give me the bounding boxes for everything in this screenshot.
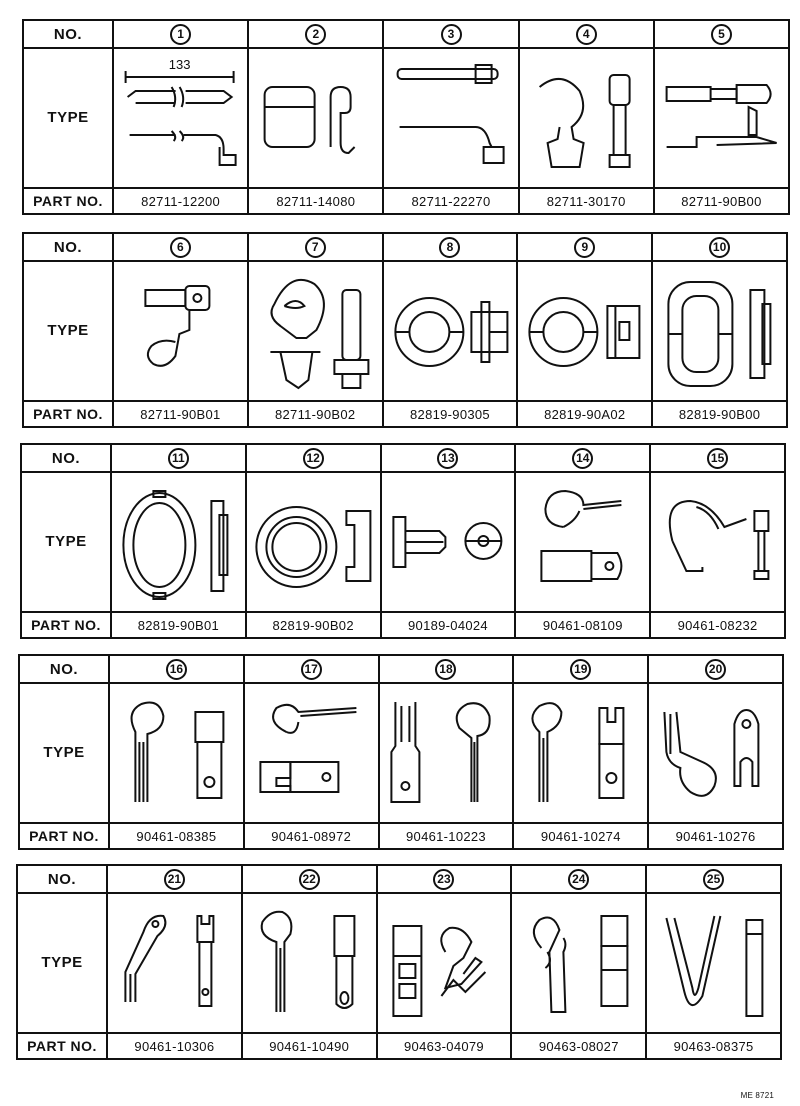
no-label: NO. xyxy=(24,21,114,47)
part-number: 90461-08232 xyxy=(677,617,758,633)
item-number: 11 xyxy=(168,448,189,469)
item-number: 3 xyxy=(441,24,462,45)
clip-1-icon xyxy=(114,47,249,187)
dimension-label: 133 xyxy=(168,57,191,72)
item-number: 12 xyxy=(303,448,324,469)
clip-3-icon xyxy=(384,47,519,187)
clip-19-icon xyxy=(514,682,649,822)
item-number: 13 xyxy=(437,448,458,469)
part-no-label: PART NO. xyxy=(22,613,112,637)
part-row xyxy=(24,189,788,213)
part-number: 82711-12200 xyxy=(114,189,249,213)
part-row xyxy=(18,1034,780,1058)
part-number: 90461-10490 xyxy=(243,1034,378,1058)
type-row xyxy=(22,471,784,613)
part-number: 90461-10276 xyxy=(675,828,756,844)
parts-block-3 xyxy=(20,443,786,639)
type-label: TYPE xyxy=(24,47,114,187)
part-no-label: PART NO. xyxy=(24,402,114,426)
part-number: 90461-10223 xyxy=(380,824,515,848)
clip-13-icon xyxy=(382,471,517,611)
clip-12-icon xyxy=(247,471,382,611)
part-number: 82819-90B02 xyxy=(247,613,382,637)
type-row xyxy=(24,47,788,189)
item-number: 1 xyxy=(170,24,191,45)
clip-11-icon xyxy=(112,471,247,611)
reference-code: ME 8721 xyxy=(740,1091,774,1100)
part-row xyxy=(24,402,786,426)
item-number: 7 xyxy=(305,237,326,258)
no-label: NO. xyxy=(24,234,114,260)
item-number: 23 xyxy=(433,869,454,890)
clip-6-icon xyxy=(114,260,249,400)
part-number: 90189-04024 xyxy=(382,613,517,637)
type-label: TYPE xyxy=(18,892,108,1032)
part-number: 82819-90A02 xyxy=(518,402,653,426)
part-number: 82711-90B00 xyxy=(681,193,762,209)
number-row xyxy=(24,234,786,262)
clip-17-icon xyxy=(245,682,380,822)
number-row xyxy=(18,866,780,894)
item-number: 2 xyxy=(305,24,326,45)
item-number: 19 xyxy=(570,659,591,680)
item-number: 21 xyxy=(164,869,185,890)
item-number: 15 xyxy=(707,448,728,469)
clip-15-icon xyxy=(651,471,784,611)
clip-22-icon xyxy=(243,892,378,1032)
clip-2-icon xyxy=(249,47,384,187)
part-number: 82711-90B02 xyxy=(249,402,384,426)
type-label: TYPE xyxy=(20,682,110,822)
item-number: 10 xyxy=(709,237,730,258)
clip-4-icon xyxy=(520,47,655,187)
item-number: 25 xyxy=(703,869,724,890)
clip-23-icon xyxy=(378,892,513,1032)
number-row xyxy=(20,656,782,684)
parts-block-4 xyxy=(18,654,784,850)
clip-7-icon xyxy=(249,260,384,400)
part-number: 82819-90B00 xyxy=(678,406,761,422)
item-number: 16 xyxy=(166,659,187,680)
part-number: 90461-08109 xyxy=(516,613,651,637)
clip-16-icon xyxy=(110,682,245,822)
clip-24-icon xyxy=(512,892,647,1032)
part-number: 82711-90B01 xyxy=(114,402,249,426)
number-row xyxy=(22,445,784,473)
part-number: 82819-90B01 xyxy=(112,613,247,637)
clip-18-icon xyxy=(380,682,515,822)
item-number: 6 xyxy=(170,237,191,258)
parts-block-5 xyxy=(16,864,782,1060)
type-row xyxy=(18,892,780,1034)
clip-5-icon xyxy=(655,47,788,187)
item-number: 20 xyxy=(705,659,726,680)
part-number: 90461-08972 xyxy=(245,824,380,848)
clip-10-icon xyxy=(653,260,786,400)
type-row xyxy=(20,682,782,824)
clip-21-icon xyxy=(108,892,243,1032)
clip-14-icon xyxy=(516,471,651,611)
type-label: TYPE xyxy=(24,260,114,400)
part-no-label: PART NO. xyxy=(18,1034,108,1058)
type-row xyxy=(24,260,786,402)
item-number: 24 xyxy=(568,869,589,890)
item-number: 14 xyxy=(572,448,593,469)
item-number: 18 xyxy=(435,659,456,680)
no-label: NO. xyxy=(22,445,112,471)
part-number: 90463-08027 xyxy=(512,1034,647,1058)
parts-block-1 xyxy=(22,19,790,215)
part-number: 90461-08385 xyxy=(110,824,245,848)
item-number: 5 xyxy=(711,24,732,45)
part-no-label: PART NO. xyxy=(20,824,110,848)
item-number: 17 xyxy=(301,659,322,680)
no-label: NO. xyxy=(18,866,108,892)
number-row xyxy=(24,21,788,49)
no-label: NO. xyxy=(20,656,110,682)
item-number: 9 xyxy=(574,237,595,258)
part-number: 82711-22270 xyxy=(384,189,519,213)
part-number: 90463-08375 xyxy=(673,1038,754,1054)
clip-9-icon xyxy=(518,260,653,400)
part-number: 82711-14080 xyxy=(249,189,384,213)
item-number: 8 xyxy=(439,237,460,258)
part-number: 82819-90305 xyxy=(384,402,519,426)
parts-block-2 xyxy=(22,232,788,428)
part-no-label: PART NO. xyxy=(24,189,114,213)
part-row xyxy=(20,824,782,848)
part-number: 82711-30170 xyxy=(520,189,655,213)
part-number: 90461-10306 xyxy=(108,1034,243,1058)
part-number: 90461-10274 xyxy=(514,824,649,848)
clip-20-icon xyxy=(649,682,782,822)
item-number: 22 xyxy=(299,869,320,890)
type-label: TYPE xyxy=(22,471,112,611)
part-number: 90463-04079 xyxy=(378,1034,513,1058)
part-row xyxy=(22,613,784,637)
clip-8-icon xyxy=(384,260,519,400)
item-number: 4 xyxy=(576,24,597,45)
clip-25-icon xyxy=(647,892,780,1032)
